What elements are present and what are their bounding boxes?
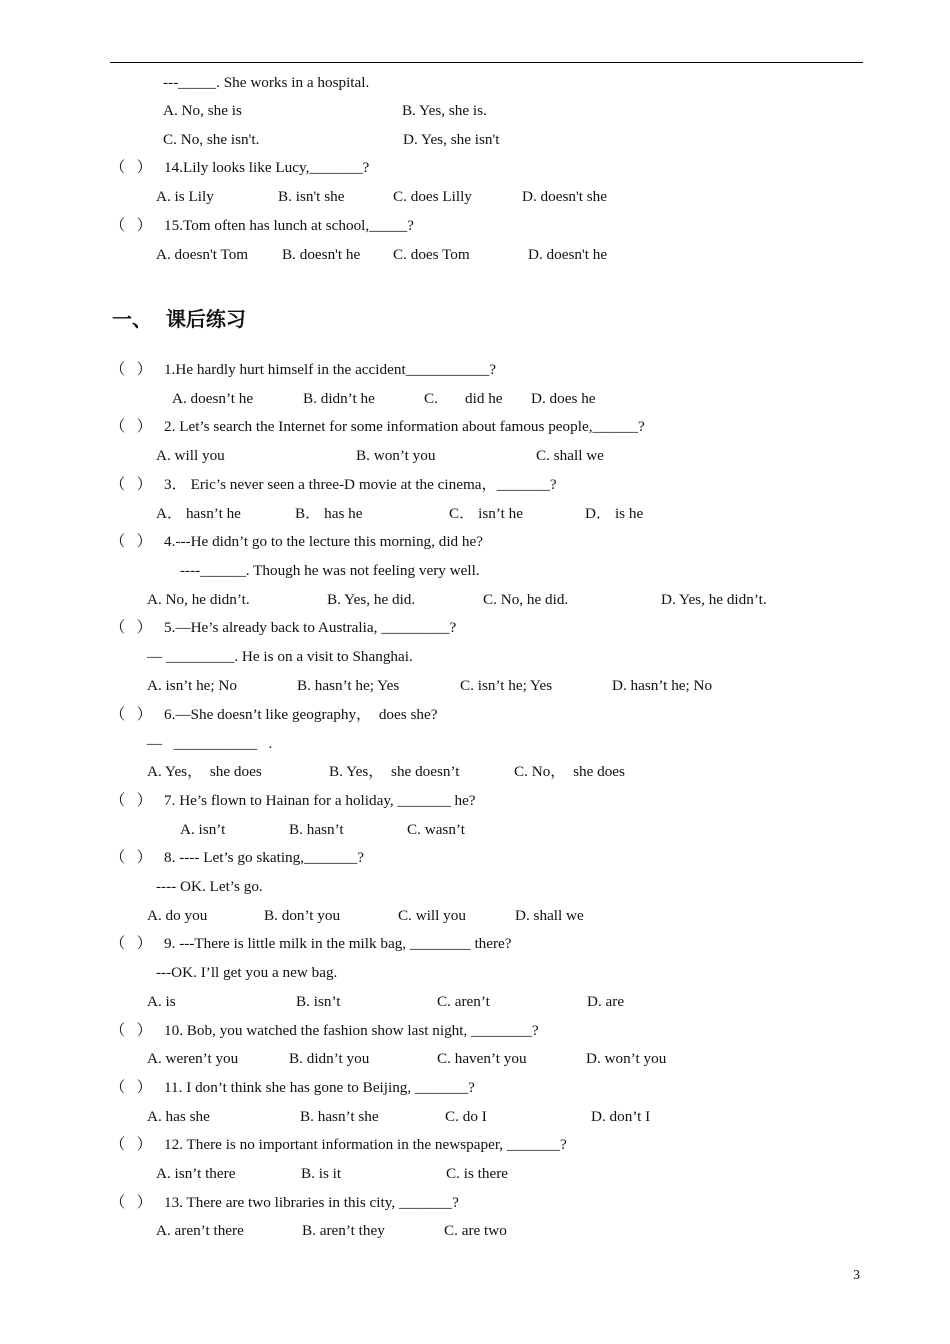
option-a: A. weren’t you — [147, 1050, 239, 1067]
option-b: B. don’t you — [264, 907, 341, 924]
option-a: A. isn’t there — [156, 1165, 236, 1182]
option-c: C. — [424, 390, 438, 407]
answer-blank[interactable]: （ ） — [110, 217, 152, 234]
answer-blank[interactable]: （ ） — [110, 792, 152, 809]
option-c: C. aren’t — [437, 993, 490, 1010]
option-d: D. shall we — [515, 907, 584, 924]
option-c: C. will you — [398, 907, 466, 924]
question-2: 2. Let’s search the Internet for some information about famous people,______? — [164, 418, 645, 435]
option-b: B. won’t you — [356, 447, 436, 464]
option-d: D． is he — [585, 505, 644, 522]
option-a: A. Yes， she does — [147, 763, 262, 780]
option-d: D. Yes, he didn’t. — [661, 591, 767, 608]
option-a: A． hasn’t he — [156, 505, 241, 522]
option-a: A. isn’t — [180, 821, 226, 838]
option-b: B. hasn’t she — [300, 1108, 379, 1125]
option-c: C. No, she isn't. — [163, 131, 260, 148]
answer-blank[interactable]: （ ） — [110, 619, 152, 636]
option-c: C. No， she does — [514, 763, 625, 780]
question-1: 1.He hardly hurt himself in the accident___________? — [164, 361, 496, 378]
option-b: B. Yes, he did. — [327, 591, 416, 608]
option-d: D. are — [587, 993, 625, 1010]
section-heading: 一、 课后练习 — [112, 307, 246, 331]
question-3: 3． Eric’s never seen a three-D movie at the cinema，_______? — [164, 476, 557, 493]
answer-blank[interactable]: （ ） — [110, 159, 152, 176]
option-a: A. doesn't Tom — [156, 246, 249, 263]
option-c: C. are two — [444, 1222, 507, 1239]
answer-line: ----______. Though he was not feeling very well. — [180, 562, 480, 579]
option-b: B. hasn’t he; Yes — [297, 677, 400, 694]
option-d: D. doesn't she — [522, 188, 607, 205]
answer-line: ---_____. She works in a hospital. — [163, 74, 370, 91]
option-b: B. didn’t he — [303, 390, 375, 407]
option-a: A. doesn’t he — [172, 390, 254, 407]
answer-blank[interactable]: （ ） — [110, 1136, 152, 1153]
option-c: C． isn’t he — [449, 505, 523, 522]
question-10: 10. Bob, you watched the fashion show last night, ________? — [164, 1022, 539, 1039]
option-c: C. does Lilly — [393, 188, 472, 205]
option-b: B. isn’t — [296, 993, 341, 1010]
option-d: D. doesn't he — [528, 246, 608, 263]
option-d: D. hasn’t he; No — [612, 677, 713, 694]
answer-blank[interactable]: （ ） — [110, 849, 152, 866]
option-b: B. hasn’t — [289, 821, 344, 838]
option-b: B. didn’t you — [289, 1050, 370, 1067]
option-a: A. No, she is — [163, 102, 242, 119]
option-c: C. shall we — [536, 447, 604, 464]
answer-blank[interactable]: （ ） — [110, 1194, 152, 1211]
option-a: A. do you — [147, 907, 208, 924]
option-d: D. does he — [531, 390, 596, 407]
answer-blank[interactable]: （ ） — [110, 706, 152, 723]
option-d: D. won’t you — [586, 1050, 667, 1067]
option-a: A. No, he didn’t. — [147, 591, 250, 608]
option-b: B. Yes， she doesn’t — [329, 763, 460, 780]
option-a: A. has she — [147, 1108, 210, 1125]
option-b: B. isn't she — [278, 188, 345, 205]
answer-blank[interactable]: （ ） — [110, 935, 152, 952]
question-12: 12. There is no important information in the newspaper, _______? — [164, 1136, 567, 1153]
option-b: B. Yes, she is. — [402, 102, 487, 119]
header-rule — [110, 62, 863, 63]
option-c: C. is there — [446, 1165, 509, 1182]
answer-line: — ___________ . — [147, 735, 273, 752]
question-5: 5.—He’s already back to Australia, _________? — [164, 619, 457, 636]
answer-blank[interactable]: （ ） — [110, 1022, 152, 1039]
option-b: B. aren’t they — [302, 1222, 385, 1239]
option-b: B． has he — [295, 505, 363, 522]
option-c: C. do I — [445, 1108, 487, 1125]
option-a: A. is Lily — [156, 188, 214, 205]
option-c: C. does Tom — [393, 246, 470, 263]
option-c-text: did he — [465, 390, 503, 407]
question-6: 6.—She doesn’t like geography， does she? — [164, 706, 438, 723]
option-c: C. wasn’t — [407, 821, 465, 838]
question-11: 11. I don’t think she has gone to Beijing, _______? — [164, 1079, 475, 1096]
page-number: 3 — [853, 1267, 860, 1282]
option-c: C. isn’t he; Yes — [460, 677, 553, 694]
answer-line: — _________. He is on a visit to Shanghai. — [147, 648, 413, 665]
question-15: 15.Tom often has lunch at school,_____? — [164, 217, 414, 234]
answer-line: ---OK. I’ll get you a new bag. — [156, 964, 338, 981]
question-7: 7. He’s flown to Hainan for a holiday, _______ he? — [164, 792, 476, 809]
question-14: 14.Lily looks like Lucy,_______? — [164, 159, 370, 176]
answer-blank[interactable]: （ ） — [110, 533, 152, 550]
option-d: D. Yes, she isn't — [403, 131, 500, 148]
option-c: C. haven’t you — [437, 1050, 527, 1067]
option-b: B. is it — [301, 1165, 342, 1182]
answer-blank[interactable]: （ ） — [110, 361, 152, 378]
question-13: 13. There are two libraries in this city, _______? — [164, 1194, 459, 1211]
question-9: 9. ---There is little milk in the milk bag, ________ there? — [164, 935, 512, 952]
option-a: A. will you — [156, 447, 225, 464]
question-4: 4.---He didn’t go to the lecture this morning, did he? — [164, 533, 484, 550]
answer-blank[interactable]: （ ） — [110, 418, 152, 435]
option-c: C. No, he did. — [483, 591, 569, 608]
option-a: A. aren’t there — [156, 1222, 244, 1239]
answer-blank[interactable]: （ ） — [110, 1079, 152, 1096]
option-d: D. don’t I — [591, 1108, 651, 1125]
option-a: A. isn’t he; No — [147, 677, 237, 694]
answer-blank[interactable]: （ ） — [110, 476, 152, 493]
option-b: B. doesn't he — [282, 246, 361, 263]
option-a: A. is — [147, 993, 176, 1010]
question-8: 8. ---- Let’s go skating,_______? — [164, 849, 364, 866]
answer-line: ---- OK. Let’s go. — [156, 878, 263, 895]
